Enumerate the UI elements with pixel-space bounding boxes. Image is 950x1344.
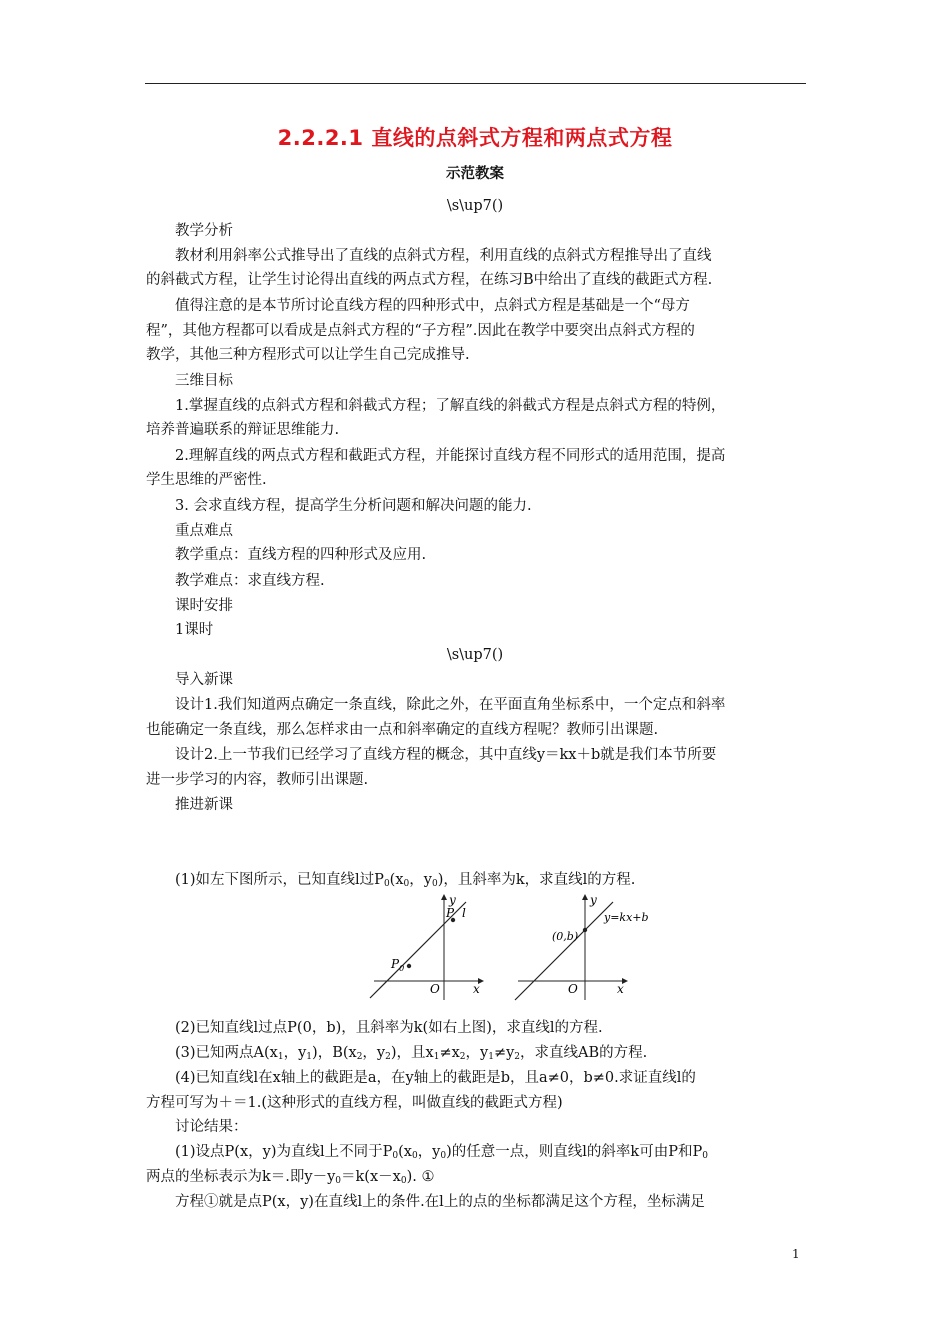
question-2: (2)已知直线l过点P(0，b)，且斜率为k(如右上图)，求直线l的方程. (175, 1020, 603, 1036)
section-heading: 推进新课 (175, 797, 233, 813)
marker-line: \s\up7() (446, 647, 504, 663)
y-axis-arrow (441, 894, 447, 900)
section-heading: 重点难点 (175, 523, 233, 539)
page-subtitle: 示范教案 (446, 166, 504, 182)
line-ykxb (515, 902, 613, 1000)
paragraph-line: 进一步学习的内容，教师引出课题. (146, 772, 369, 788)
section-heading: 课时安排 (175, 598, 233, 614)
origin-label: O (430, 982, 440, 996)
l-label: l (462, 906, 466, 920)
question-1: (1)如左下图所示，已知直线l过$P_0(x_0$，$y_0$)，且斜率为k，求直线l的方程. (175, 872, 636, 889)
paragraph-line: 学生思维的严密性. (146, 472, 267, 488)
paragraph-line: 培养普遍联系的辩证思维能力. (146, 422, 340, 438)
paragraph-line: 教学，其他三种方程形式可以让学生自己完成推导. (146, 347, 470, 363)
question-4: (4)已知直线l在x轴上的截距是a，在y轴上的截距是b，且a≠0，b≠0.求证直线l的 (175, 1070, 696, 1086)
section-heading: 教学分析 (175, 223, 233, 239)
origin-label: O (568, 982, 578, 996)
paragraph-line: 教学重点：直线方程的四种形式及应用. (175, 547, 427, 563)
paragraph-line: 1.掌握直线的点斜式方程和斜截式方程；了解直线的斜截式方程是点斜式方程的特例， (175, 398, 726, 414)
paragraph-line: 设计1.我们知道两点确定一条直线，除此之外，在平面直角坐标系中，一个定点和斜率 (175, 697, 726, 713)
y-label: y (590, 893, 597, 907)
paragraph-line: 值得注意的是本节所讨论直线方程的四种形式中，点斜式方程是基础是一个“母方 (175, 298, 690, 314)
figure-slope-intercept (510, 892, 649, 1004)
section-heading: 讨论结果： (175, 1119, 248, 1135)
paragraph-line: 3. 会求直线方程，提高学生分析问题和解决问题的能力. (175, 498, 532, 514)
paragraph-line: 1课时 (175, 622, 214, 638)
point-label: (0,b) (552, 930, 579, 943)
paragraph-line: 的斜截式方程，让学生讨论得出直线的两点式方程，在练习B中给出了直线的截距式方程. (146, 272, 713, 288)
paragraph-line: 两点的坐标表示为k＝.即$y-y_0=k(x-x_0)$. ① (146, 1169, 435, 1186)
header-rule (145, 83, 806, 84)
point-0b (583, 928, 587, 932)
paragraph-line: 2.理解直线的两点式方程和截距式方程，并能探讨直线方程不同形式的适用范围，提高 (175, 448, 726, 464)
figure-point-slope (360, 892, 490, 1004)
paragraph-line: 方程可写为＋＝1.(这种形式的直线方程，叫做直线的截距式方程) (146, 1095, 563, 1111)
paragraph-line: 设计2.上一节我们已经学习了直线方程的概念，其中直线y＝kx＋b就是我们本节所要 (175, 747, 717, 763)
paragraph-line: 程”，其他方程都可以看成是点斜式方程的“子方程”.因此在教学中要突出点斜式方程的 (146, 323, 695, 339)
y-axis-arrow (582, 894, 588, 900)
paragraph-line: 方程①就是点P(x，y)在直线l上的条件.在l上的点的坐标都满足这个方程，坐标满足 (175, 1194, 705, 1210)
p0-label: $P_0$ (391, 957, 405, 973)
page-title: 2.2.2.1 直线的点斜式方程和两点式方程 (277, 126, 673, 150)
marker-line: \s\up7() (446, 198, 504, 214)
y-label: y (449, 893, 456, 907)
section-heading: 导入新课 (175, 672, 233, 688)
paragraph-line: 也能确定一条直线，那么怎样求由一点和斜率确定的直线方程呢？教师引出课题. (146, 722, 659, 738)
result-1: (1)设点P(x，y)为直线l上不同于$P_0(x_0$，$y_0$)的任意一点，则直线l的斜率k可由P和$P_0$ (175, 1144, 708, 1161)
x-label: x (617, 982, 624, 996)
equation-label: y=kx+b (604, 911, 649, 924)
paragraph-line: 教材利用斜率公式推导出了直线的点斜式方程，利用直线的点斜式方程推导出了直线 (175, 248, 712, 264)
paragraph-line: 教学难点：求直线方程. (175, 573, 325, 589)
p-label: P (446, 906, 455, 920)
page-number: 1 (792, 1247, 800, 1261)
section-heading: 三维目标 (175, 373, 233, 389)
x-label: x (473, 982, 480, 996)
point-p0 (407, 964, 411, 968)
question-3: (3)已知两点$A(x_1$，$y_1$)，$B(x_2$，$y_2$)，且$x_1\ne x_2$，$y_1\ne y_2$，求直线AB的方程. (175, 1045, 648, 1062)
